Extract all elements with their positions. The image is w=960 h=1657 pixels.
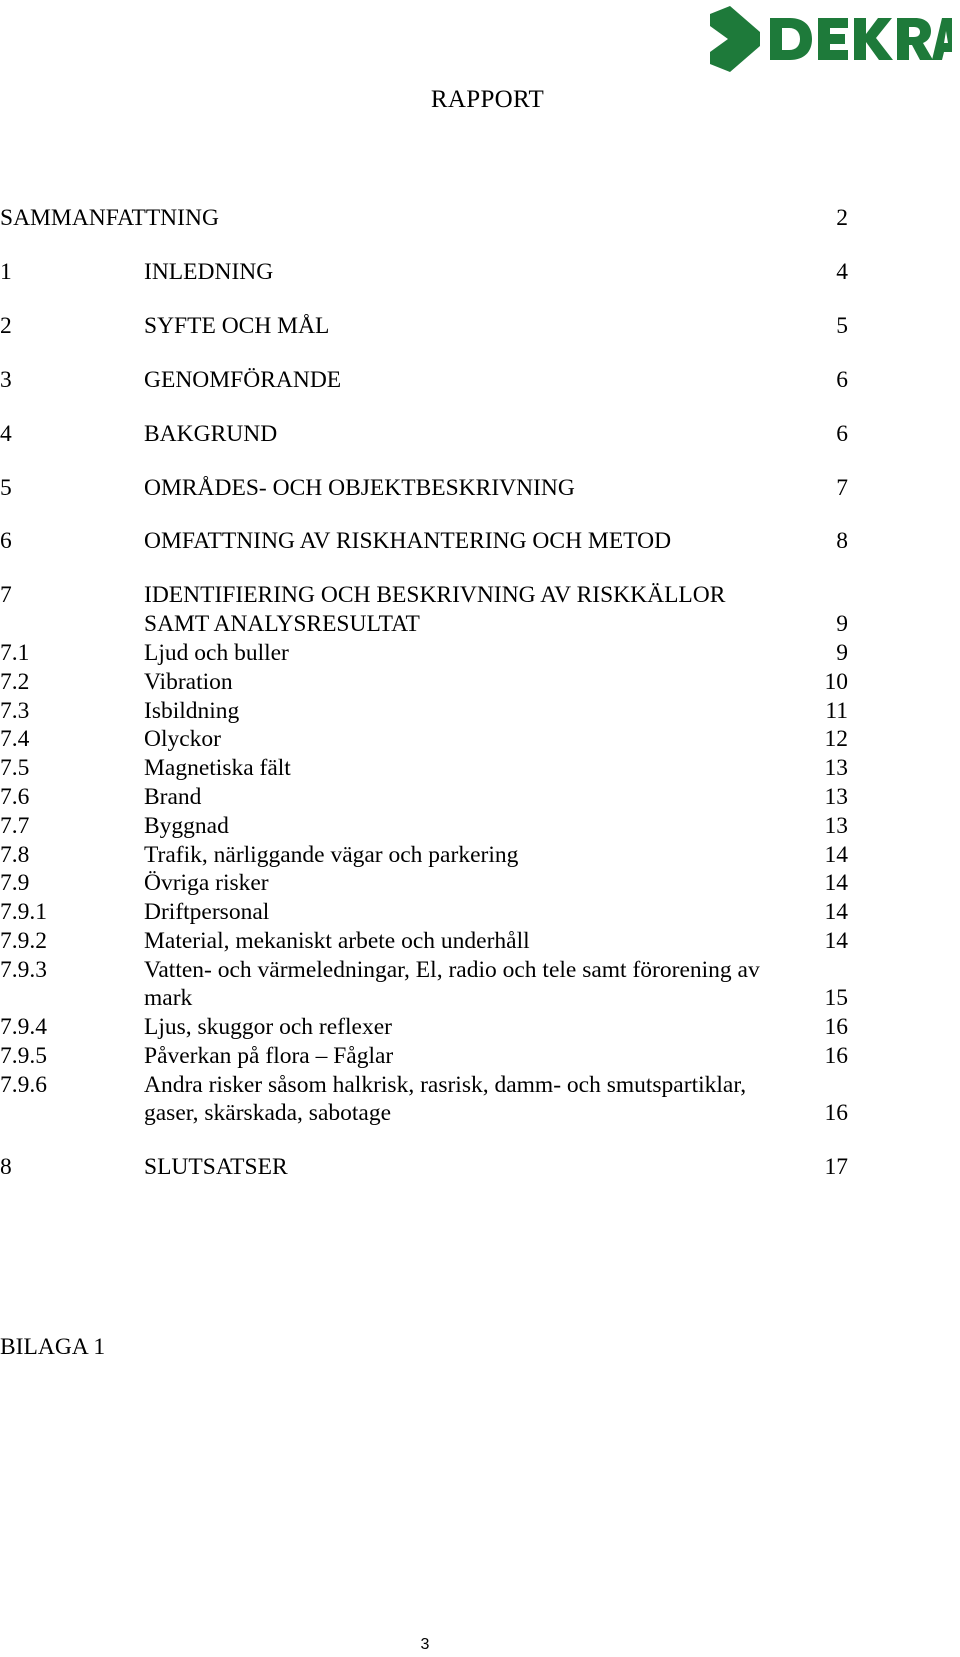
toc-entry-page: 9: [836, 640, 848, 666]
toc-entry-title: Övriga risker: [144, 870, 269, 896]
toc-entry-number: 4: [0, 421, 12, 447]
toc-entry-number: 2: [0, 313, 12, 339]
toc-entry-page: 15: [824, 985, 848, 1011]
toc-entry-page: 14: [824, 842, 848, 868]
toc-entry-title: Vibration: [144, 669, 233, 695]
toc-entry-title: SYFTE OCH MÅL: [144, 313, 330, 339]
toc-entry-number: 1: [0, 259, 12, 285]
toc-entry-title: SLUTSATSER: [144, 1154, 288, 1180]
toc-entry-number: 7.5: [0, 755, 30, 781]
toc-entry-title: OMRÅDES- OCH OBJEKTBESKRIVNING: [144, 475, 575, 501]
toc-entry-page: 7: [836, 475, 848, 501]
dekra-logo: [710, 6, 952, 72]
toc-entry-number: 6: [0, 528, 12, 554]
toc-entry-number: 7.8: [0, 842, 30, 868]
toc-entry-title: BAKGRUND: [144, 421, 278, 447]
toc-entry-number: 7.9.5: [0, 1043, 47, 1069]
toc-entry-page: 5: [836, 313, 848, 339]
toc-entry-page: 14: [824, 899, 848, 925]
toc-entry-number: 7.9.6: [0, 1072, 47, 1098]
toc-entry-number: 7.7: [0, 813, 30, 839]
toc-entry-number: 5: [0, 475, 12, 501]
toc-entry-title: Magnetiska fält: [144, 755, 291, 781]
toc-entry-title: Isbildning: [144, 698, 240, 724]
toc-entry-title: Trafik, närliggande vägar och parkering: [144, 842, 519, 868]
toc-entry-page: 13: [824, 784, 848, 810]
toc-entry-title: Material, mekaniskt arbete och underhåll: [144, 928, 530, 954]
toc-entry-title-continuation: mark: [144, 985, 193, 1011]
toc-entry-title: IDENTIFIERING OCH BESKRIVNING AV RISKKÄLLOR: [144, 582, 726, 608]
toc-entry-number: 7.9: [0, 870, 30, 896]
toc-entry-page: 4: [836, 259, 848, 285]
toc-entry-title: Vatten- och värmeledningar, El, radio och tele samt förorening av: [144, 957, 760, 983]
toc-entry-title: INLEDNING: [144, 259, 274, 285]
toc-entry-page: 13: [824, 813, 848, 839]
toc-entry-title-continuation: SAMT ANALYSRESULTAT: [144, 611, 420, 637]
toc-entry-number: 7.9.3: [0, 957, 47, 983]
toc-entry-number: 7.9.4: [0, 1014, 47, 1040]
toc-entry-page: 9: [836, 611, 848, 637]
toc-entry-title: Byggnad: [144, 813, 229, 839]
toc-entry-title: Påverkan på flora – Fåglar: [144, 1043, 394, 1069]
toc-entry-number: 7.6: [0, 784, 30, 810]
toc-entry-page: 14: [824, 928, 848, 954]
toc-entry-page: 14: [824, 870, 848, 896]
toc-entry-title: OMFATTNING AV RISKHANTERING OCH METOD: [144, 528, 672, 554]
toc-entry-title: Olyckor: [144, 726, 222, 752]
toc-entry-number: 7.2: [0, 669, 30, 695]
toc-entry-number: 7: [0, 582, 12, 608]
toc-entry-number: 3: [0, 367, 12, 393]
toc-summary-page: 2: [836, 205, 848, 231]
toc-entry-page: 16: [824, 1014, 848, 1040]
toc-entry-page: 6: [836, 367, 848, 393]
page-number: 3: [420, 1636, 430, 1653]
toc-entry-page: 16: [824, 1100, 848, 1126]
toc-entry-title: Ljud och buller: [144, 640, 289, 666]
toc-entry-page: 10: [824, 669, 848, 695]
toc-entry-title: Andra risker såsom halkrisk, rasrisk, damm- och smutspartiklar,: [144, 1072, 747, 1098]
toc-entry-page: 13: [824, 755, 848, 781]
toc-entry-number: 7.9.1: [0, 899, 47, 925]
toc-entry-page: 11: [825, 698, 848, 724]
toc-entry-number: 8: [0, 1154, 12, 1180]
toc-entry-page: 16: [824, 1043, 848, 1069]
toc-entry-title: Brand: [144, 784, 202, 810]
toc-entry-number: 7.1: [0, 640, 30, 666]
toc-entry-title: Ljus, skuggor och reflexer: [144, 1014, 392, 1040]
toc-summary-title: SAMMANFATTNING: [0, 205, 219, 231]
report-title: RAPPORT: [430, 86, 545, 113]
toc-entry-title-continuation: gaser, skärskada, sabotage: [144, 1100, 392, 1126]
toc-entry-number: 7.9.2: [0, 928, 47, 954]
toc-entry-page: 17: [824, 1154, 848, 1180]
toc-entry-title: GENOMFÖRANDE: [144, 367, 342, 393]
appendix-label: BILAGA 1: [0, 1334, 106, 1360]
toc-entry-number: 7.4: [0, 726, 30, 752]
toc-entry-number: 7.3: [0, 698, 30, 724]
toc-entry-page: 12: [824, 726, 848, 752]
toc-entry-title: Driftpersonal: [144, 899, 270, 925]
toc-entry-page: 8: [836, 528, 848, 554]
toc-entry-page: 6: [836, 421, 848, 447]
